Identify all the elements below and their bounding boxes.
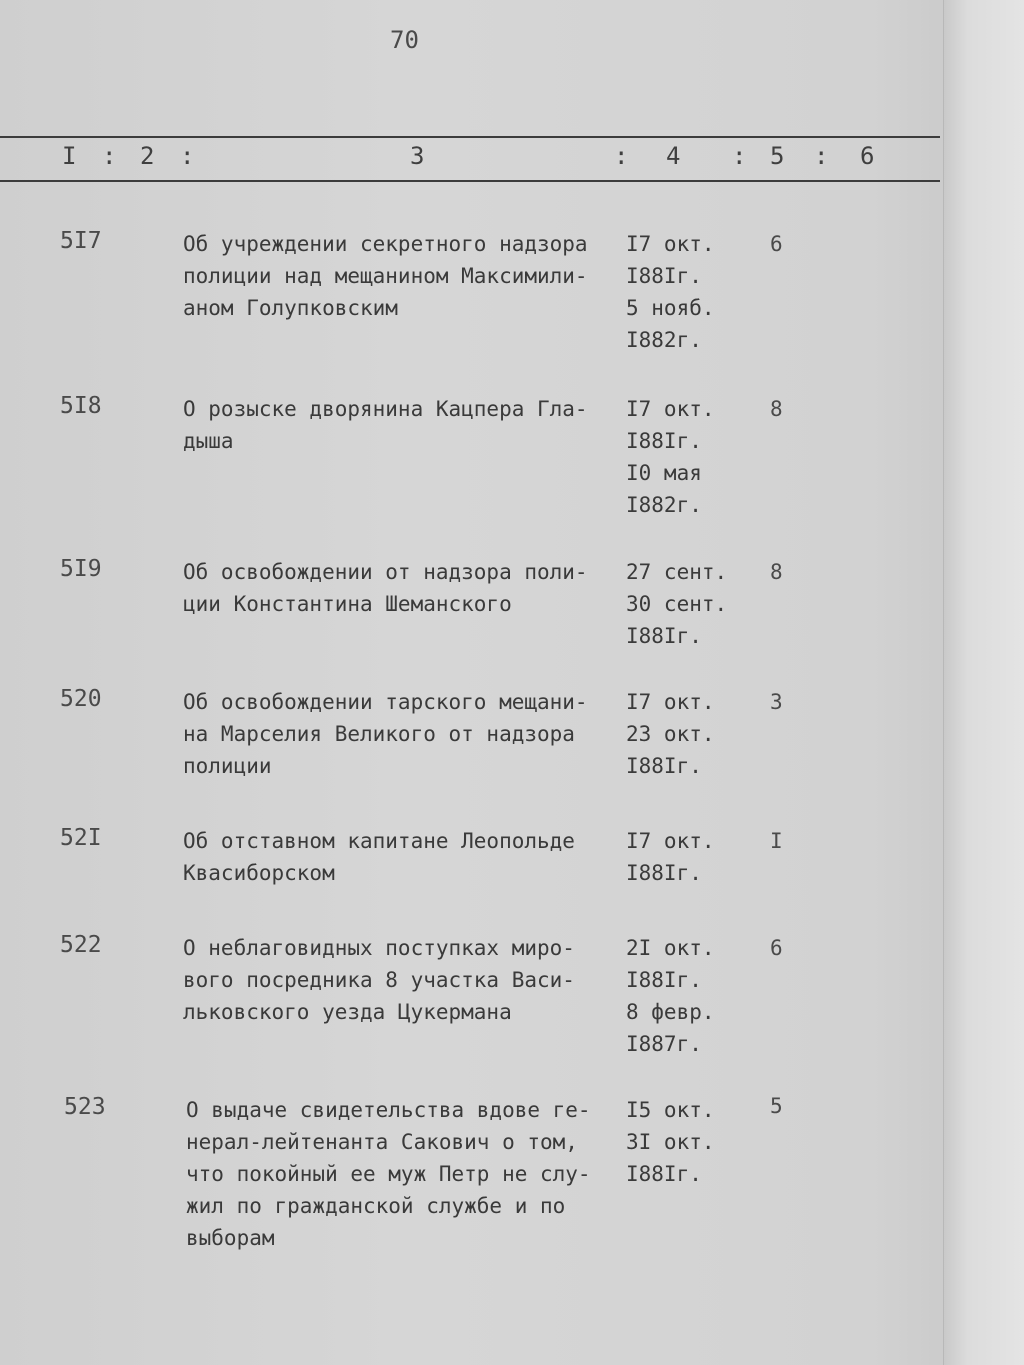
- desc-line: полиции над мещанином Максимили-: [183, 264, 588, 288]
- header-sep: :: [732, 142, 747, 170]
- header-col2: 2: [140, 142, 155, 170]
- entry-number: 522: [60, 932, 102, 958]
- desc-line: нерал-лейтенанта Сакович о том,: [186, 1130, 578, 1154]
- date-line: I88Iг.: [626, 429, 702, 453]
- desc-line: что покойный ее муж Петр не слу-: [186, 1162, 591, 1186]
- desc-line: О неблаговидных поступках миро-: [183, 936, 575, 960]
- entry-description: [186, 1094, 626, 1254]
- date-line: 3I окт.: [626, 1130, 715, 1154]
- desc-line: Квасиборском: [183, 861, 335, 885]
- entry-description: [183, 932, 623, 1028]
- entry-sheets: 3: [770, 690, 783, 714]
- date-line: I0 мая: [626, 461, 702, 485]
- entry-dates: [626, 393, 766, 521]
- entry-number: 5I8: [60, 393, 102, 419]
- date-line: I88Iг.: [626, 754, 702, 778]
- entry-number: 5I7: [60, 228, 102, 254]
- date-line: I5 окт.: [626, 1098, 715, 1122]
- date-line: 5 нояб.: [626, 296, 715, 320]
- entry-description: [183, 556, 623, 620]
- date-line: I88Iг.: [626, 1162, 702, 1186]
- header-sep: :: [814, 142, 829, 170]
- desc-line: аном Голупковским: [183, 296, 398, 320]
- entry-dates: [626, 228, 766, 356]
- entry-dates: [626, 686, 766, 782]
- header-col1: I: [62, 142, 77, 170]
- desc-line: Об учреждении секретного надзора: [183, 232, 588, 256]
- date-line: I7 окт.: [626, 397, 715, 421]
- entry-dates: [626, 1094, 766, 1190]
- date-line: 30 сент.: [626, 592, 728, 616]
- entry-description: [183, 825, 623, 889]
- date-line: 2I окт.: [626, 936, 715, 960]
- desc-line: льковского уезда Цукермана: [183, 1000, 512, 1024]
- desc-line: Об освобождении от надзора поли-: [183, 560, 588, 584]
- entry-dates: [626, 932, 766, 1060]
- entry-sheets: I: [770, 829, 783, 853]
- desc-line: ции Константина Шеманского: [183, 592, 512, 616]
- desc-line: выборам: [186, 1226, 275, 1250]
- entry-sheets: 6: [770, 936, 783, 960]
- date-line: I88Iг.: [626, 264, 702, 288]
- date-line: I7 окт.: [626, 829, 715, 853]
- entry-number: 5I9: [60, 556, 102, 582]
- entry-description: [183, 686, 623, 782]
- date-line: I7 окт.: [626, 690, 715, 714]
- desc-line: вого посредника 8 участка Васи-: [183, 968, 575, 992]
- header-col4: 4: [666, 142, 681, 170]
- entry-sheets: 8: [770, 397, 783, 421]
- header-top-rule: [0, 136, 940, 138]
- desc-line: О розыске дворянина Кацпера Гла-: [183, 397, 588, 421]
- page-edge: [943, 0, 1024, 1365]
- date-line: I88Iг.: [626, 624, 702, 648]
- header-sep: :: [102, 142, 117, 170]
- date-line: 23 окт.: [626, 722, 715, 746]
- entry-dates: [626, 556, 766, 652]
- entry-description: [183, 228, 623, 324]
- desc-line: Об отставном капитане Леопольде: [183, 829, 575, 853]
- date-line: I887г.: [626, 1032, 702, 1056]
- date-line: I88Iг.: [626, 861, 702, 885]
- entry-dates: [626, 825, 766, 889]
- desc-line: О выдаче свидетельства вдове ге-: [186, 1098, 591, 1122]
- desc-line: дыша: [183, 429, 234, 453]
- date-line: 27 сент.: [626, 560, 728, 584]
- date-line: I7 окт.: [626, 232, 715, 256]
- entry-sheets: 5: [770, 1094, 783, 1118]
- desc-line: жил по гражданской службе и по: [186, 1194, 566, 1218]
- desc-line: Об освобождении тарского мещани-: [183, 690, 588, 714]
- entry-number: 52I: [60, 825, 102, 851]
- desc-line: на Марселия Великого от надзора: [183, 722, 575, 746]
- date-line: I88Iг.: [626, 968, 702, 992]
- header-sep: :: [614, 142, 629, 170]
- entry-description: [183, 393, 623, 457]
- page-number: 70: [390, 26, 419, 54]
- header-bottom-rule: [0, 180, 940, 182]
- desc-line: полиции: [183, 754, 272, 778]
- header-col5: 5: [770, 142, 785, 170]
- entry-sheets: 6: [770, 232, 783, 256]
- date-line: I882г.: [626, 493, 702, 517]
- date-line: I882г.: [626, 328, 702, 352]
- header-col3: 3: [410, 142, 425, 170]
- entry-number: 523: [64, 1094, 106, 1120]
- entry-sheets: 8: [770, 560, 783, 584]
- header-col6: 6: [860, 142, 875, 170]
- header-sep: :: [180, 142, 195, 170]
- entry-number: 520: [60, 686, 102, 712]
- date-line: 8 февр.: [626, 1000, 715, 1024]
